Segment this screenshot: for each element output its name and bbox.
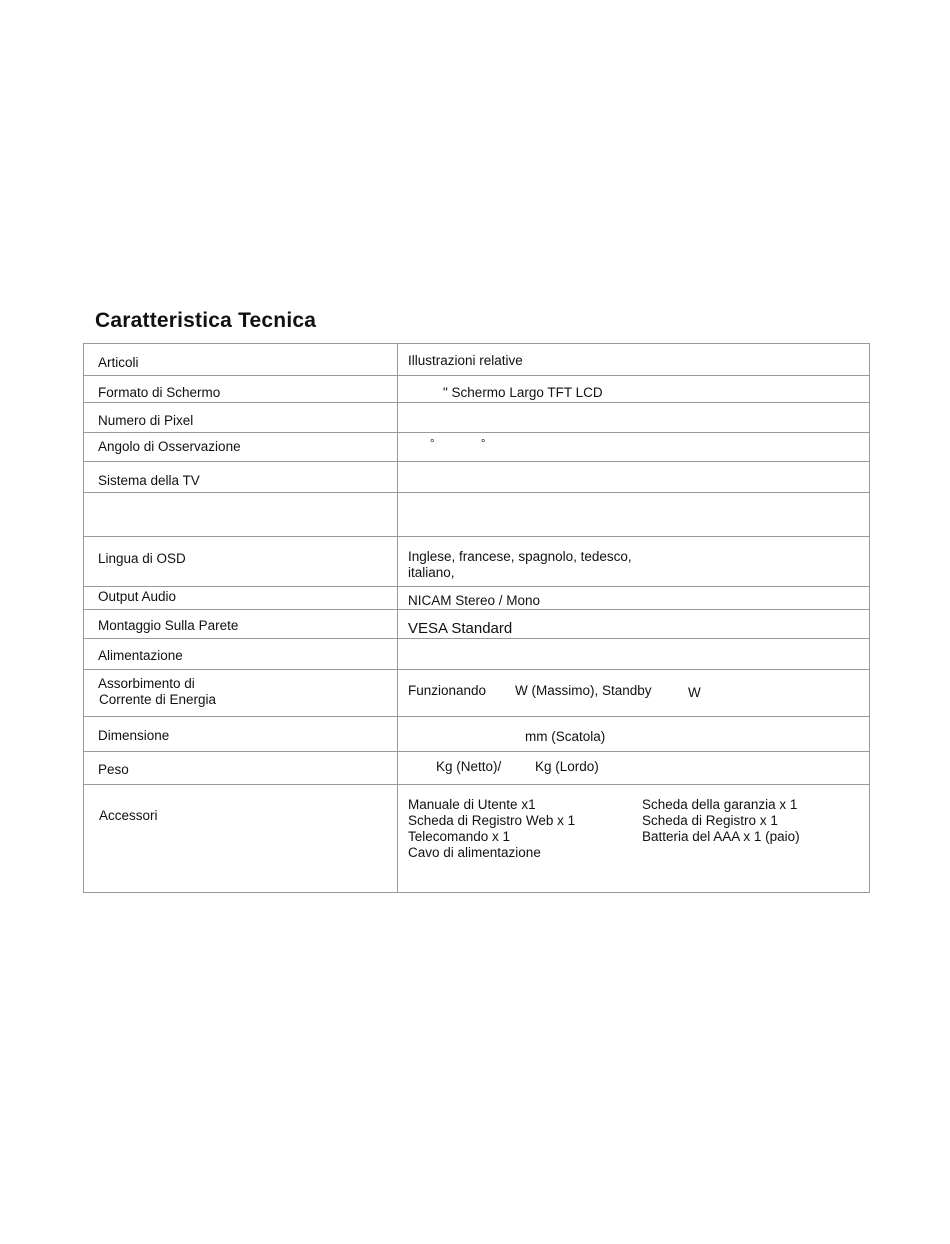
row-divider — [84, 638, 869, 639]
assorbimento-label-line1: Assorbimento di — [98, 676, 195, 691]
row-divider — [84, 536, 869, 537]
sistema-label: Sistema della TV — [98, 473, 200, 488]
accessori-right-item: Scheda della garanzia x 1 — [642, 797, 798, 812]
formato-value: " Schermo Largo TFT LCD — [443, 385, 603, 400]
audio-label: Output Audio — [98, 589, 177, 604]
accessori-left-item: Scheda di Registro Web x 1 — [408, 813, 576, 828]
lingua-label: Lingua di OSD — [98, 551, 186, 566]
montaggio-value: VESA Standard — [408, 620, 513, 637]
montaggio-label: Montaggio Sulla Parete — [98, 618, 239, 633]
formato-label: Formato di Schermo — [98, 385, 221, 400]
dimensione-value: mm (Scatola) — [525, 729, 606, 744]
audio-value: NICAM Stereo / Mono — [408, 593, 541, 608]
accessori-left-item: Manuale di Utente x1 — [408, 797, 536, 812]
row-divider — [84, 669, 869, 670]
accessori-left-item: Cavo di alimentazione — [408, 845, 541, 860]
row-divider — [84, 751, 869, 752]
assorbimento-label-line2: Corrente di Energia — [99, 692, 217, 707]
row-divider — [84, 402, 869, 403]
peso-gross: Kg (Lordo) — [535, 759, 599, 774]
assorbimento-max-standby: W (Massimo), Standby — [515, 683, 652, 698]
lingua-value-line2: italiano, — [408, 565, 455, 580]
angolo-degree-2: ° — [481, 438, 486, 450]
spec-table — [83, 343, 870, 893]
peso-label: Peso — [98, 762, 129, 777]
accessori-right-item: Batteria del AAA x 1 (paio) — [642, 829, 800, 844]
assorbimento-operating: Funzionando — [408, 683, 487, 698]
accessori-left-item: Telecomando x 1 — [408, 829, 511, 844]
angolo-degree-1: ° — [430, 438, 435, 450]
row-divider — [84, 375, 869, 376]
row-divider — [84, 716, 869, 717]
dimensione-label: Dimensione — [98, 728, 170, 743]
peso-net: Kg (Netto)/ — [436, 759, 502, 774]
row-divider — [84, 492, 869, 493]
page-title: Caratteristica Tecnica — [95, 309, 317, 332]
row-divider — [84, 784, 869, 785]
header-label: Articoli — [98, 355, 139, 370]
assorbimento-standby-unit: W — [688, 685, 701, 700]
row-divider — [84, 609, 869, 610]
accessori-right-item: Scheda di Registro x 1 — [642, 813, 778, 828]
header-value: Illustrazioni relative — [408, 353, 523, 368]
lingua-value-line1: Inglese, francese, spagnolo, tedesco, — [408, 549, 632, 564]
row-divider — [84, 461, 869, 462]
alimentazione-label: Alimentazione — [98, 648, 183, 663]
angolo-label: Angolo di Osservazione — [98, 439, 241, 454]
pixel-label: Numero di Pixel — [98, 413, 194, 428]
accessori-label: Accessori — [99, 808, 158, 823]
row-divider — [84, 586, 869, 587]
row-divider — [84, 432, 869, 433]
column-divider — [397, 344, 398, 892]
